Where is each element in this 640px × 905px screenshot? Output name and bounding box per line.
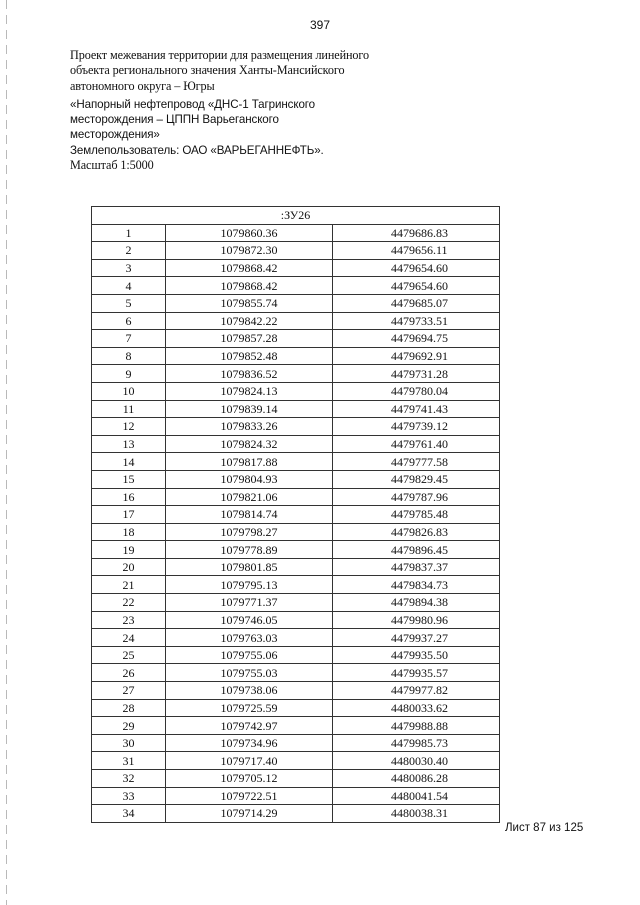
point-number-cell: 11 bbox=[92, 400, 166, 418]
point-number-cell: 31 bbox=[92, 752, 166, 770]
coord-x-cell: 1079801.85 bbox=[166, 558, 333, 576]
point-number-cell: 10 bbox=[92, 382, 166, 400]
coord-y-cell: 4479988.88 bbox=[333, 717, 500, 735]
table-row bbox=[92, 488, 500, 506]
coord-y-cell: 4479785.48 bbox=[333, 506, 500, 524]
coord-x-cell: 1079814.74 bbox=[166, 506, 333, 524]
coord-y-cell: 4479741.43 bbox=[333, 400, 500, 418]
coord-x-cell: 1079714.29 bbox=[166, 805, 333, 823]
coord-x-cell: 1079872.30 bbox=[166, 242, 333, 260]
table-row bbox=[92, 224, 500, 242]
coord-x-cell: 1079836.52 bbox=[166, 365, 333, 383]
coord-y-cell: 4479937.27 bbox=[333, 629, 500, 647]
coord-y-cell: 4479733.51 bbox=[333, 312, 500, 330]
coord-x-cell: 1079855.74 bbox=[166, 294, 333, 312]
map-scale: Масштаб 1:5000 bbox=[70, 158, 154, 173]
coord-y-cell: 4479787.96 bbox=[333, 488, 500, 506]
coord-x-cell: 1079738.06 bbox=[166, 682, 333, 700]
table-row bbox=[92, 805, 500, 823]
point-number-cell: 16 bbox=[92, 488, 166, 506]
coord-x-cell: 1079852.48 bbox=[166, 347, 333, 365]
coord-x-cell: 1079734.96 bbox=[166, 734, 333, 752]
table-row bbox=[92, 770, 500, 788]
point-number-cell: 23 bbox=[92, 611, 166, 629]
coord-x-cell: 1079755.03 bbox=[166, 664, 333, 682]
document-header bbox=[70, 48, 390, 173]
table-row bbox=[92, 365, 500, 383]
object-name-line: месторождения – ЦППН Варьеганского bbox=[70, 113, 279, 127]
coord-y-cell: 4479739.12 bbox=[333, 418, 500, 436]
coord-x-cell: 1079842.22 bbox=[166, 312, 333, 330]
table-row bbox=[92, 242, 500, 260]
coord-x-cell: 1079824.13 bbox=[166, 382, 333, 400]
point-number-cell: 34 bbox=[92, 805, 166, 823]
table-row bbox=[92, 682, 500, 700]
coord-y-cell: 4480030.40 bbox=[333, 752, 500, 770]
coord-x-cell: 1079717.40 bbox=[166, 752, 333, 770]
point-number-cell: 3 bbox=[92, 259, 166, 277]
coord-y-cell: 4479780.04 bbox=[333, 382, 500, 400]
table-row bbox=[92, 646, 500, 664]
coord-y-cell: 4479837.37 bbox=[333, 558, 500, 576]
coord-x-cell: 1079824.32 bbox=[166, 435, 333, 453]
point-number-cell: 2 bbox=[92, 242, 166, 260]
coord-x-cell: 1079833.26 bbox=[166, 418, 333, 436]
project-title-line: Проект межевания территории для размещения линейного bbox=[70, 48, 370, 62]
coord-y-cell: 4479985.73 bbox=[333, 734, 500, 752]
table-header-row bbox=[92, 207, 500, 225]
object-name bbox=[70, 97, 390, 143]
table-row bbox=[92, 594, 500, 612]
coord-x-cell: 1079857.28 bbox=[166, 330, 333, 348]
coord-x-cell: 1079868.42 bbox=[166, 259, 333, 277]
point-number-cell: 18 bbox=[92, 523, 166, 541]
project-title-line: объекта регионального значения Ханты-Мансийского bbox=[70, 63, 345, 78]
point-number-cell: 5 bbox=[92, 294, 166, 312]
coord-y-cell: 4479894.38 bbox=[333, 594, 500, 612]
table-row bbox=[92, 382, 500, 400]
point-number-cell: 1 bbox=[92, 224, 166, 242]
coord-y-cell: 4480086.28 bbox=[333, 770, 500, 788]
point-number-cell: 29 bbox=[92, 717, 166, 735]
point-number-cell: 33 bbox=[92, 787, 166, 805]
coord-x-cell: 1079763.03 bbox=[166, 629, 333, 647]
sheet-counter: Лист 87 из 125 bbox=[505, 822, 584, 834]
point-number-cell: 32 bbox=[92, 770, 166, 788]
point-number-cell: 26 bbox=[92, 664, 166, 682]
table-row bbox=[92, 576, 500, 594]
point-number-cell: 6 bbox=[92, 312, 166, 330]
table-row bbox=[92, 787, 500, 805]
coord-x-cell: 1079705.12 bbox=[166, 770, 333, 788]
table-row bbox=[92, 506, 500, 524]
table-row bbox=[92, 664, 500, 682]
coord-y-cell: 4479935.50 bbox=[333, 646, 500, 664]
table-row bbox=[92, 259, 500, 277]
table-row bbox=[92, 435, 500, 453]
plot-id-header: :ЗУ26 bbox=[92, 207, 500, 225]
coord-x-cell: 1079868.42 bbox=[166, 277, 333, 295]
coord-x-cell: 1079804.93 bbox=[166, 470, 333, 488]
coord-y-cell: 4479692.91 bbox=[333, 347, 500, 365]
point-number-cell: 19 bbox=[92, 541, 166, 559]
coord-y-cell: 4480033.62 bbox=[333, 699, 500, 717]
table-row bbox=[92, 470, 500, 488]
coord-y-cell: 4479896.45 bbox=[333, 541, 500, 559]
project-title bbox=[70, 48, 390, 94]
coord-x-cell: 1079839.14 bbox=[166, 400, 333, 418]
table-row bbox=[92, 418, 500, 436]
coord-y-cell: 4479977.82 bbox=[333, 682, 500, 700]
coord-x-cell: 1079821.06 bbox=[166, 488, 333, 506]
point-number-cell: 25 bbox=[92, 646, 166, 664]
point-number-cell: 8 bbox=[92, 347, 166, 365]
table-row bbox=[92, 312, 500, 330]
point-number-cell: 9 bbox=[92, 365, 166, 383]
table-row bbox=[92, 611, 500, 629]
table-row bbox=[92, 541, 500, 559]
coord-x-cell: 1079860.36 bbox=[166, 224, 333, 242]
coord-x-cell: 1079746.05 bbox=[166, 611, 333, 629]
coord-y-cell: 4479834.73 bbox=[333, 576, 500, 594]
point-number-cell: 27 bbox=[92, 682, 166, 700]
table-row bbox=[92, 752, 500, 770]
coord-x-cell: 1079722.51 bbox=[166, 787, 333, 805]
table-row bbox=[92, 400, 500, 418]
coord-y-cell: 4479777.58 bbox=[333, 453, 500, 471]
page-number: 397 bbox=[309, 18, 331, 32]
land-user: Землепользователь: ОАО «ВАРЬЕГАННЕФТЬ». bbox=[70, 143, 324, 157]
object-name-line: «Напорный нефтепровод «ДНС-1 Тагринского bbox=[70, 97, 316, 111]
point-number-cell: 30 bbox=[92, 734, 166, 752]
table-row bbox=[92, 330, 500, 348]
table-row bbox=[92, 734, 500, 752]
point-number-cell: 17 bbox=[92, 506, 166, 524]
coord-x-cell: 1079817.88 bbox=[166, 453, 333, 471]
point-number-cell: 20 bbox=[92, 558, 166, 576]
point-number-cell: 12 bbox=[92, 418, 166, 436]
point-number-cell: 15 bbox=[92, 470, 166, 488]
coord-x-cell: 1079798.27 bbox=[166, 523, 333, 541]
coord-y-cell: 4479656.11 bbox=[333, 242, 500, 260]
point-number-cell: 7 bbox=[92, 330, 166, 348]
point-number-cell: 24 bbox=[92, 629, 166, 647]
object-name-line: месторождения» bbox=[70, 128, 160, 142]
coord-y-cell: 4479654.60 bbox=[333, 259, 500, 277]
table-row bbox=[92, 347, 500, 365]
point-number-cell: 13 bbox=[92, 435, 166, 453]
coord-y-cell: 4479731.28 bbox=[333, 365, 500, 383]
coord-x-cell: 1079755.06 bbox=[166, 646, 333, 664]
coord-y-cell: 4479694.75 bbox=[333, 330, 500, 348]
coord-y-cell: 4479980.96 bbox=[333, 611, 500, 629]
table-row bbox=[92, 294, 500, 312]
scan-edge-artifact bbox=[6, 0, 7, 905]
coord-y-cell: 4479686.83 bbox=[333, 224, 500, 242]
point-number-cell: 4 bbox=[92, 277, 166, 295]
project-title-line: автономного округа – Югры bbox=[70, 78, 215, 93]
coord-y-cell: 4480041.54 bbox=[333, 787, 500, 805]
point-number-cell: 21 bbox=[92, 576, 166, 594]
table-row bbox=[92, 277, 500, 295]
coord-y-cell: 4479654.60 bbox=[333, 277, 500, 295]
coord-y-cell: 4480038.31 bbox=[333, 805, 500, 823]
table-row bbox=[92, 523, 500, 541]
table-row bbox=[92, 453, 500, 471]
table-row bbox=[92, 558, 500, 576]
table-row bbox=[92, 699, 500, 717]
coordinates-table bbox=[91, 206, 500, 823]
coord-x-cell: 1079742.97 bbox=[166, 717, 333, 735]
coord-y-cell: 4479761.40 bbox=[333, 435, 500, 453]
coord-y-cell: 4479935.57 bbox=[333, 664, 500, 682]
table-row bbox=[92, 629, 500, 647]
coord-y-cell: 4479826.83 bbox=[333, 523, 500, 541]
point-number-cell: 22 bbox=[92, 594, 166, 612]
coord-y-cell: 4479829.45 bbox=[333, 470, 500, 488]
coord-x-cell: 1079771.37 bbox=[166, 594, 333, 612]
coord-x-cell: 1079795.13 bbox=[166, 576, 333, 594]
coord-x-cell: 1079725.59 bbox=[166, 699, 333, 717]
coord-x-cell: 1079778.89 bbox=[166, 541, 333, 559]
coord-y-cell: 4479685.07 bbox=[333, 294, 500, 312]
table-row bbox=[92, 717, 500, 735]
point-number-cell: 28 bbox=[92, 699, 166, 717]
point-number-cell: 14 bbox=[92, 453, 166, 471]
